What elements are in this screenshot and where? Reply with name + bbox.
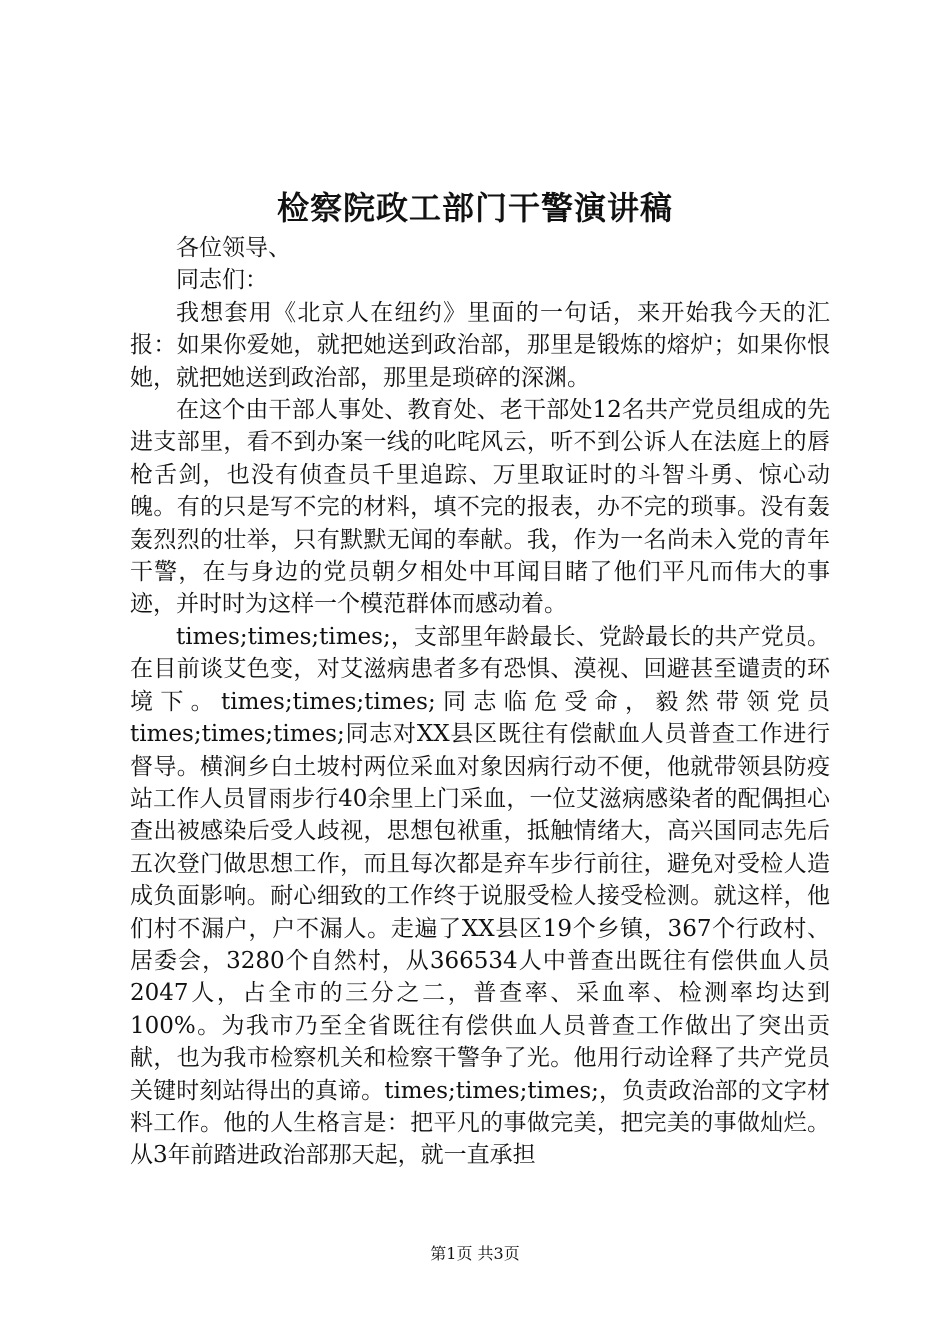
salutation-line: 各位领导、 — [176, 235, 291, 261]
document-title: 检察院政工部门干警演讲稿 — [276, 189, 673, 227]
document-body — [130, 232, 830, 1172]
body-paragraph: times;times;times;，支部里年龄最长、党龄最长的共产党员。在目前谈艾色变，对艾滋病患者多有恐惧、漠视、回避甚至谴责的环境下。times;times;times;同志临危受命，毅然带领党员times;times;times;同志对XX县区既往有偿献血人员普查工作进行督导。横涧乡白土坡村两位采血对象因病行动不便，他就带领县防疫站工作人员冒雨步行40余里上门采血，一位艾滋病感染者的配偶担心查出被感染后受人歧视，思想包袱重，抵触情绪大，高兴国同志先后五次登门做思想工作，而且每次都是弃车步行前往，避免对受检人造成负面影响。耐心细致的工作终于说服受检人接受检测。就这样，他们村不漏户，户不漏人。走遍了XX县区19个乡镇，367个行政村、居委会，3280个自然村，从366534人中普查出既往有偿供血人员2047人，占全市的三分之二，普查率、采血率、检测率均达到100%。为我市乃至全省既往有偿供血人员普查工作做出了突出贡献，也为我市检察机关和检察干警争了光。他用行动诠释了共产党员关键时刻站得出的真谛。times;times;times;，负责政治部的文字材料工作。他的人生格言是：把平凡的事做完美，把完美的事做灿烂。从3年前踏进政治部那天起，就一直承担 — [130, 623, 830, 1169]
page-number-footer: 第1页 共3页 — [430, 1244, 520, 1263]
body-paragraph: 我想套用《北京人在纽约》里面的一句话，来开始我今天的汇报：如果你爱她，就把她送到政治部，那里是锻炼的熔炉；如果你恨她，就把她送到政治部，那里是琐碎的深渊。 — [130, 299, 830, 391]
salutation-line: 同志们： — [176, 267, 268, 294]
body-paragraph: 在这个由干部人事处、教育处、老干部处12名共产党员组成的先进支部里，看不到办案一线的叱咤风云，听不到公诉人在法庭上的唇枪舌剑，也没有侦查员千里追踪、万里取证时的斗智斗勇、惊心动魄。有的只是写不完的材料，填不完的报表，办不完的琐事。没有轰轰烈烈的壮举，只有默默无闻的奉献。我，作为一名尚未入党的青年干警，在与身边的党员朝夕相处中耳闻目睹了他们平凡而伟大的事迹，并时时为这样一个模范群体而感动着。 — [130, 397, 830, 618]
